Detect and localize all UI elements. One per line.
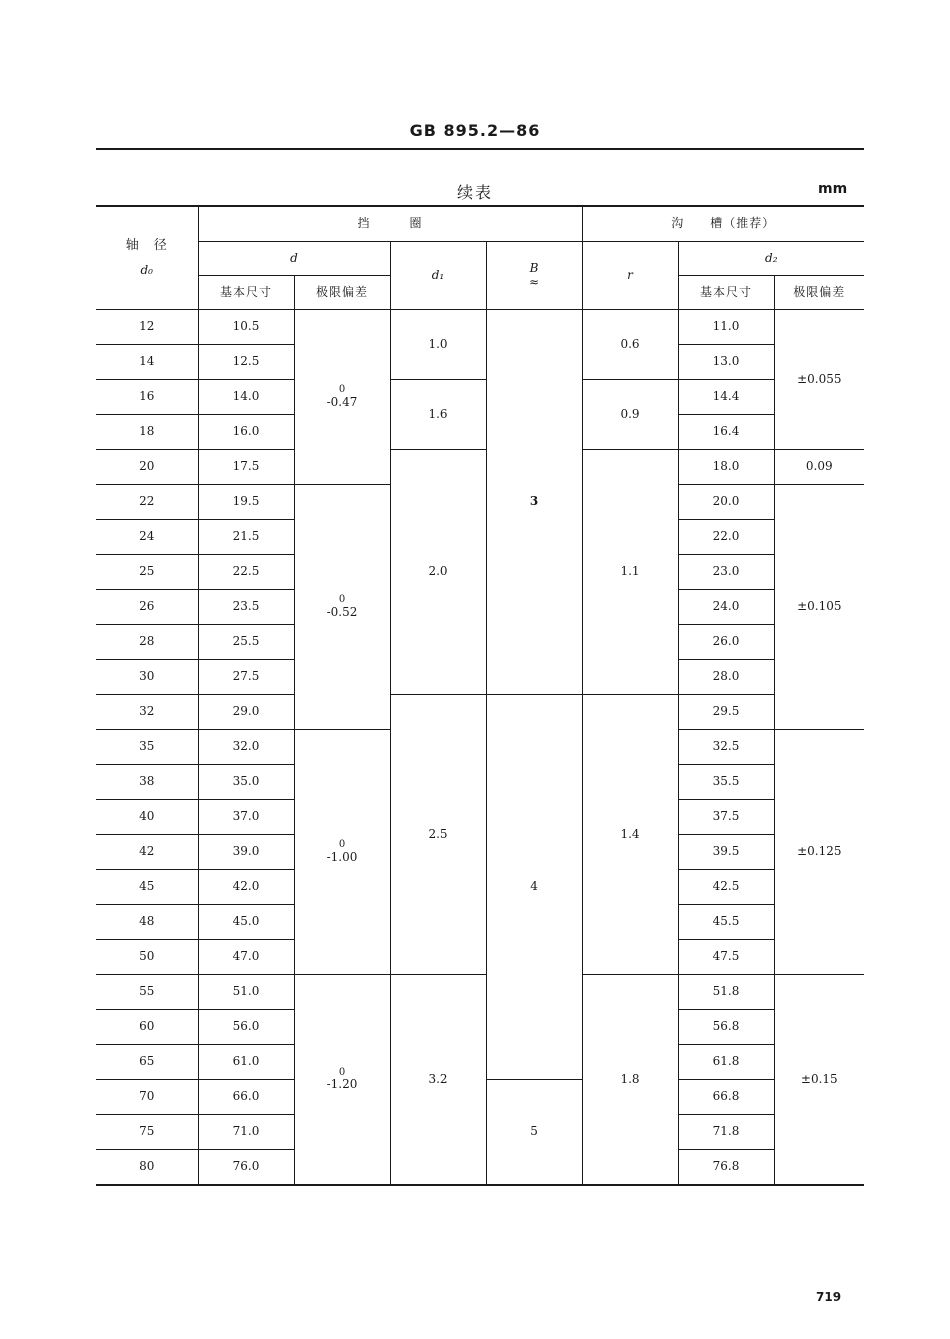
- d-tolerance-cell: [294, 485, 390, 730]
- retainer-header: 挡 圈: [198, 206, 582, 242]
- b-cell: 3: [486, 310, 582, 695]
- b-cell: 5: [486, 1080, 582, 1186]
- table-row: [96, 310, 864, 345]
- d0-cell: 30: [96, 660, 198, 695]
- header-rule: [96, 148, 864, 150]
- d1-cell: 2.0: [390, 450, 486, 695]
- d2-deviation-header: 极限偏差: [774, 276, 864, 310]
- d0-cell: 16: [96, 380, 198, 415]
- d-cell: 61.0: [198, 1045, 294, 1080]
- d2-cell: 32.5: [678, 730, 774, 765]
- d2-basic-header: 基本尺寸: [678, 276, 774, 310]
- d0-cell: 55: [96, 975, 198, 1010]
- d-cell: 14.0: [198, 380, 294, 415]
- d2-header: d₂: [678, 242, 864, 276]
- b-header: [486, 242, 582, 310]
- tol-lower: -1.00: [326, 849, 358, 864]
- d2-cell: 71.8: [678, 1115, 774, 1150]
- d0-cell: 60: [96, 1010, 198, 1045]
- d0-cell: 24: [96, 520, 198, 555]
- d0-cell: 38: [96, 765, 198, 800]
- d-cell: 35.0: [198, 765, 294, 800]
- tol-lower: -0.47: [326, 394, 358, 409]
- dimension-table: [96, 205, 864, 1186]
- d2-cell: 61.8: [678, 1045, 774, 1080]
- table-row: [96, 975, 864, 1010]
- d2-cell: 51.8: [678, 975, 774, 1010]
- d2-cell: 66.8: [678, 1080, 774, 1115]
- d-tolerance-cell: [294, 310, 390, 485]
- d-cell: 37.0: [198, 800, 294, 835]
- d0-cell: 22: [96, 485, 198, 520]
- d-cell: 17.5: [198, 450, 294, 485]
- d-header: d: [198, 242, 390, 276]
- table-row: [96, 450, 864, 485]
- d-cell: 32.0: [198, 730, 294, 765]
- table-caption: 续表: [456, 183, 493, 202]
- d1-cell: 1.6: [390, 380, 486, 450]
- d2-cell: 22.0: [678, 520, 774, 555]
- d1-cell: 1.0: [390, 310, 486, 380]
- d-tolerance-cell: [294, 975, 390, 1186]
- d0-cell: 18: [96, 415, 198, 450]
- d2-tolerance-cell: 0.09: [774, 450, 864, 485]
- d-cell: 42.0: [198, 870, 294, 905]
- d0-cell: 80: [96, 1150, 198, 1186]
- d2-cell: 47.5: [678, 940, 774, 975]
- shaft-header: [96, 206, 198, 310]
- d0-cell: 35: [96, 730, 198, 765]
- d1-cell: 2.5: [390, 695, 486, 975]
- d2-cell: 24.0: [678, 590, 774, 625]
- standard-header: GB 895.2—86: [409, 121, 541, 140]
- d-cell: 66.0: [198, 1080, 294, 1115]
- d2-cell: 11.0: [678, 310, 774, 345]
- d0-cell: 50: [96, 940, 198, 975]
- d0-cell: 75: [96, 1115, 198, 1150]
- unit-label: mm: [818, 181, 848, 197]
- d0-cell: 25: [96, 555, 198, 590]
- d0-cell: 48: [96, 905, 198, 940]
- d0-cell: 45: [96, 870, 198, 905]
- r-cell: 1.1: [582, 450, 678, 695]
- d2-cell: 16.4: [678, 415, 774, 450]
- d-tolerance-cell: [294, 730, 390, 975]
- d2-cell: 29.5: [678, 695, 774, 730]
- d-cell: 22.5: [198, 555, 294, 590]
- b-header-approx: ≈: [528, 274, 540, 289]
- b-cell: 4: [486, 695, 582, 1080]
- d1-cell: 3.2: [390, 975, 486, 1186]
- d-cell: 10.5: [198, 310, 294, 345]
- r-cell: 1.8: [582, 975, 678, 1186]
- d2-cell: 26.0: [678, 625, 774, 660]
- d2-cell: 18.0: [678, 450, 774, 485]
- d2-cell: 42.5: [678, 870, 774, 905]
- d0-cell: 14: [96, 345, 198, 380]
- d-cell: 56.0: [198, 1010, 294, 1045]
- d2-tolerance-cell: ±0.055: [774, 310, 864, 450]
- d2-cell: 45.5: [678, 905, 774, 940]
- d2-cell: 76.8: [678, 1150, 774, 1186]
- groove-header: 沟 槽（推荐）: [582, 206, 864, 242]
- d2-cell: 37.5: [678, 800, 774, 835]
- d0-cell: 28: [96, 625, 198, 660]
- d-cell: 16.0: [198, 415, 294, 450]
- d2-tolerance-cell: ±0.125: [774, 730, 864, 975]
- r-cell: 0.9: [582, 380, 678, 450]
- d-deviation-header: 极限偏差: [294, 276, 390, 310]
- table-row: [96, 380, 864, 415]
- d2-cell: 23.0: [678, 555, 774, 590]
- d-cell: 23.5: [198, 590, 294, 625]
- tol-lower: -1.20: [326, 1077, 358, 1092]
- d-cell: 27.5: [198, 660, 294, 695]
- r-cell: 0.6: [582, 310, 678, 380]
- d2-cell: 56.8: [678, 1010, 774, 1045]
- tol-lower: -0.52: [326, 604, 358, 619]
- d-cell: 47.0: [198, 940, 294, 975]
- shaft-header-label: 轴 径: [125, 238, 168, 254]
- r-header: r: [582, 242, 678, 310]
- d2-cell: 35.5: [678, 765, 774, 800]
- shaft-header-symbol: d₀: [140, 262, 153, 277]
- d2-cell: 28.0: [678, 660, 774, 695]
- tol-upper: 0: [338, 1066, 346, 1078]
- d2-cell: 14.4: [678, 380, 774, 415]
- d0-cell: 40: [96, 800, 198, 835]
- d2-cell: 20.0: [678, 485, 774, 520]
- d-cell: 21.5: [198, 520, 294, 555]
- d0-cell: 20: [96, 450, 198, 485]
- d2-tolerance-cell: ±0.105: [774, 485, 864, 730]
- d-cell: 51.0: [198, 975, 294, 1010]
- b-header-symbol: B: [529, 261, 539, 276]
- d0-cell: 42: [96, 835, 198, 870]
- tol-upper: 0: [338, 839, 346, 851]
- d-cell: 12.5: [198, 345, 294, 380]
- d2-cell: 13.0: [678, 345, 774, 380]
- d-cell: 71.0: [198, 1115, 294, 1150]
- d0-cell: 32: [96, 695, 198, 730]
- tol-upper: 0: [338, 594, 346, 606]
- d-cell: 29.0: [198, 695, 294, 730]
- d2-cell: 39.5: [678, 835, 774, 870]
- d-cell: 45.0: [198, 905, 294, 940]
- table-row: [96, 695, 864, 730]
- d-cell: 76.0: [198, 1150, 294, 1186]
- d0-cell: 70: [96, 1080, 198, 1115]
- d-cell: 39.0: [198, 835, 294, 870]
- d0-cell: 12: [96, 310, 198, 345]
- d2-tolerance-cell: ±0.15: [774, 975, 864, 1186]
- d1-header: d₁: [390, 242, 486, 310]
- d-basic-header: 基本尺寸: [198, 276, 294, 310]
- d0-cell: 26: [96, 590, 198, 625]
- d-cell: 25.5: [198, 625, 294, 660]
- tol-upper: 0: [338, 384, 346, 396]
- d-cell: 19.5: [198, 485, 294, 520]
- page-number: 719: [816, 1290, 842, 1304]
- d0-cell: 65: [96, 1045, 198, 1080]
- r-cell: 1.4: [582, 695, 678, 975]
